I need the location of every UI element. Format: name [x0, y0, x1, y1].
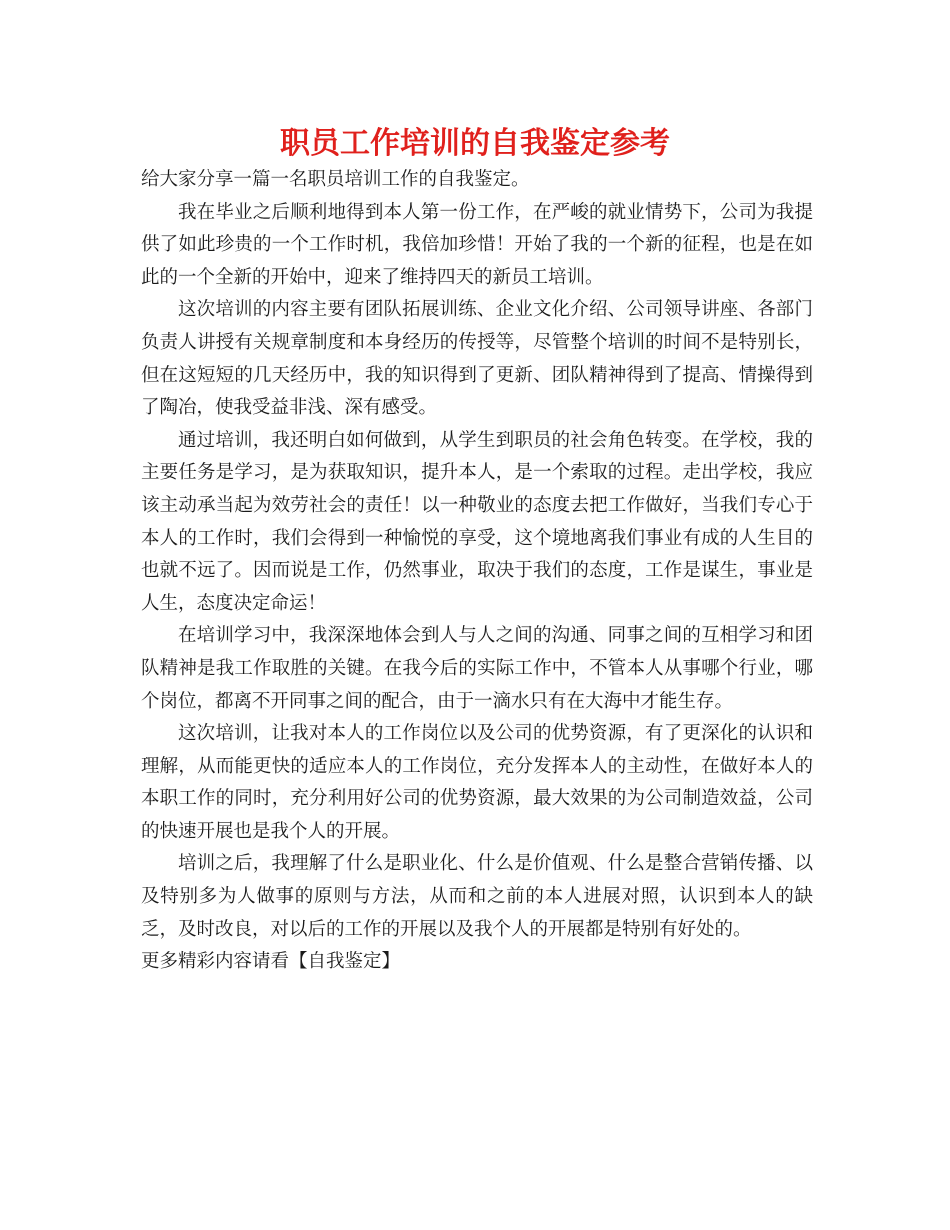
document-body: [141, 164, 813, 979]
paragraph-2: 这次培训的内容主要有团队拓展训练、企业文化介绍、公司领导讲座、各部门负责人讲授有关规章制度和本身经历的传授等，尽管整个培训的时间不是特别长，但在这短短的几天经历中，我的知识得到了更新、团队精神得到了提高、情操得到了陶冶，使我受益非浅、深有感受。: [141, 299, 813, 419]
paragraph-5: 这次培训，让我对本人的工作岗位以及公司的优势资源，有了更深化的认识和理解，从而能更快的适应本人的工作岗位，充分发挥本人的主动性，在做好本人的本职工作的同时，充分利用好公司的优势资源，最大效果的为公司制造效益，公司的快速开展也是我个人的开展。: [141, 723, 813, 842]
footer-more-link[interactable]: 更多精彩内容请看【自我鉴定】: [141, 951, 401, 973]
intro-line: 给大家分享一篇一名职员培训工作的自我鉴定。: [141, 169, 530, 190]
paragraph-3: 通过培训，我还明白如何做到，从学生到职员的社会角色转变。在学校，我的主要任务是学习，是为获取知识，提升本人，是一个索取的过程。走出学校，我应该主动承当起为效劳社会的责任！以一种敬业的态度去把工作做好，当我们专心于本人的工作时，我们会得到一种愉悦的享受，这个境地离我们事业有成的人生目的也就不远了。因而说是工作，仍然事业，取决于我们的态度，工作是谋生，事业是人生，态度决定命运！: [141, 429, 813, 614]
paragraph-6: 培训之后，我理解了什么是职业化、什么是价值观、什么是整合营销传播、以及特别多为人做事的原则与方法，从而和之前的本人进展对照，认识到本人的缺乏，及时改良，对以后的工作的开展以及我个人的开展都是特别有好处的。: [141, 853, 813, 940]
paragraph-1: 我在毕业之后顺利地得到本人第一份工作，在严峻的就业情势下，公司为我提供了如此珍贵的一个工作时机，我倍加珍惜！开始了我的一个新的征程，也是在如此的一个全新的开始中，迎来了维持四天的新员工培训。: [141, 201, 813, 288]
paragraph-4: 在培训学习中，我深深地体会到人与人之间的沟通、同事之间的互相学习和团队精神是我工作取胜的关键。在我今后的实际工作中，不管本人从事哪个行业，哪个岗位，都离不开同事之间的配合，由于一滴水只有在大海中才能生存。: [141, 625, 813, 712]
document-title: 职员工作培训的自我鉴定参考: [280, 126, 670, 161]
